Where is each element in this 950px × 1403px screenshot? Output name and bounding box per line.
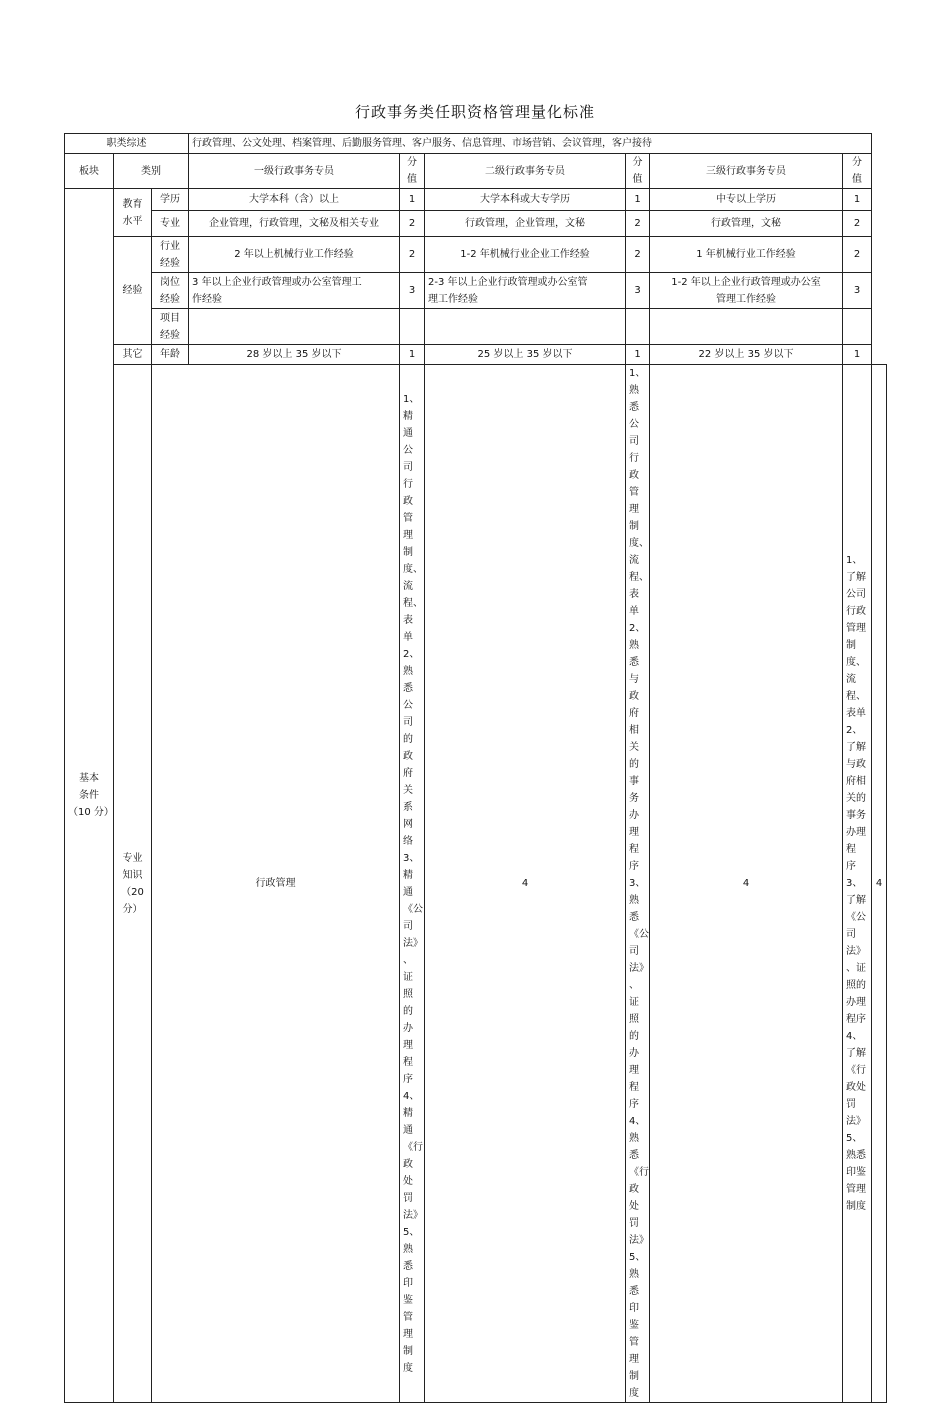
education-label: 教育 水平 bbox=[114, 189, 152, 237]
project-l1 bbox=[189, 309, 400, 345]
knowledge-s1: 4 bbox=[425, 365, 626, 1403]
industry-s3: 2 bbox=[843, 237, 872, 273]
degree-l1: 大学本科（含）以上 bbox=[189, 189, 400, 211]
project-s1 bbox=[400, 309, 425, 345]
table-row bbox=[65, 273, 887, 309]
section-header: 板块 bbox=[65, 154, 114, 189]
table-row bbox=[65, 134, 887, 154]
age-s2: 1 bbox=[626, 345, 650, 365]
degree-s2: 1 bbox=[626, 189, 650, 211]
qualification-table bbox=[64, 133, 887, 1403]
score-header-3: 分 值 bbox=[843, 154, 872, 189]
position-l2: 2-3 年以上企业行政管理或办公室管 理工作经验 bbox=[425, 273, 626, 309]
score-header-2: 分 值 bbox=[626, 154, 650, 189]
position-l1: 3 年以上企业行政管理或办公室管理工 作经验 bbox=[189, 273, 400, 309]
major-s3: 2 bbox=[843, 211, 872, 237]
project-s3 bbox=[843, 309, 872, 345]
table-row bbox=[65, 154, 887, 189]
position-l3: 1-2 年以上企业行政管理或办公室 管理工作经验 bbox=[650, 273, 843, 309]
knowledge-l2: 1、熟悉公司行政管理制度、 流程、 表单 2、熟悉与政府相关的事务办理程 序 3、熟悉《公司法》 、证照的办理 程序 4、熟悉《行政处罚法》 5、熟悉印鉴管理制度 bbox=[626, 365, 650, 1403]
position-s2: 3 bbox=[626, 273, 650, 309]
age-l1: 28 岁以上 35 岁以下 bbox=[189, 345, 400, 365]
degree-l3: 中专以上学历 bbox=[650, 189, 843, 211]
category-header: 类别 bbox=[114, 154, 189, 189]
age-l3: 22 岁以上 35 岁以下 bbox=[650, 345, 843, 365]
admin-management-label: 行政管理 bbox=[152, 365, 400, 1403]
knowledge-l3: 1、了解公司行政管理制度、 流程、 表单 2、了解与政府相关的事务办理程 序 3、了解《公司法》 、证照的办理 程序 4、了解《行政处罚法》 5、熟悉印鉴管理制度 bbox=[843, 365, 872, 1403]
industry-s2: 2 bbox=[626, 237, 650, 273]
industry-label: 行业 经验 bbox=[152, 237, 189, 273]
score-header-1: 分 值 bbox=[400, 154, 425, 189]
job-summary-label: 职类综述 bbox=[65, 134, 189, 154]
industry-s1: 2 bbox=[400, 237, 425, 273]
industry-l1: 2 年以上机械行业工作经验 bbox=[189, 237, 400, 273]
project-label: 项目 经验 bbox=[152, 309, 189, 345]
project-s2 bbox=[626, 309, 650, 345]
knowledge-l1: 1、精通公司行政管理制度、流程、 表单 2、熟悉公司的政府关系网络 3、精通《公司法》 、证照的办理程序 4、精通《行政处罚法》 5、熟悉印鉴管理制度 bbox=[400, 365, 425, 1403]
project-l2 bbox=[425, 309, 626, 345]
position-s3: 3 bbox=[843, 273, 872, 309]
level2-header: 二级行政事务专员 bbox=[425, 154, 626, 189]
table-row bbox=[65, 211, 887, 237]
major-s2: 2 bbox=[626, 211, 650, 237]
table-row bbox=[65, 309, 887, 345]
knowledge-s3: 4 bbox=[872, 365, 887, 1403]
table-row bbox=[65, 237, 887, 273]
level1-header: 一级行政事务专员 bbox=[189, 154, 400, 189]
position-s1: 3 bbox=[400, 273, 425, 309]
degree-label: 学历 bbox=[152, 189, 189, 211]
document-title: 行政事务类任职资格管理量化标准 bbox=[354, 103, 595, 121]
position-label: 岗位 经验 bbox=[152, 273, 189, 309]
other-label: 其它 bbox=[114, 345, 152, 365]
knowledge-label: 专业 知识 （20 分） bbox=[114, 365, 152, 1403]
table-row bbox=[65, 345, 887, 365]
age-s3: 1 bbox=[843, 345, 872, 365]
major-l2: 行政管理，企业管理，文秘 bbox=[425, 211, 626, 237]
table-row bbox=[65, 189, 887, 211]
major-l1: 企业管理，行政管理，文秘及相关专业 bbox=[189, 211, 400, 237]
job-summary-value: 行政管理、公文处理、档案管理、后勤服务管理、客户服务、信息管理、市场营销、会议管理，客户接待 bbox=[189, 134, 872, 154]
degree-s3: 1 bbox=[843, 189, 872, 211]
age-l2: 25 岁以上 35 岁以下 bbox=[425, 345, 626, 365]
industry-l2: 1-2 年机械行业企业工作经验 bbox=[425, 237, 626, 273]
level3-header: 三级行政事务专员 bbox=[650, 154, 843, 189]
degree-s1: 1 bbox=[400, 189, 425, 211]
project-l3 bbox=[650, 309, 843, 345]
major-l3: 行政管理，文秘 bbox=[650, 211, 843, 237]
table-row bbox=[65, 365, 887, 1403]
knowledge-s2: 4 bbox=[650, 365, 843, 1403]
major-label: 专业 bbox=[152, 211, 189, 237]
industry-l3: 1 年机械行业工作经验 bbox=[650, 237, 843, 273]
age-s1: 1 bbox=[400, 345, 425, 365]
major-s1: 2 bbox=[400, 211, 425, 237]
basic-conditions-label: 基本 条件 （10 分） bbox=[65, 189, 114, 1403]
age-label: 年龄 bbox=[152, 345, 189, 365]
degree-l2: 大学本科或大专学历 bbox=[425, 189, 626, 211]
experience-label: 经验 bbox=[114, 237, 152, 345]
